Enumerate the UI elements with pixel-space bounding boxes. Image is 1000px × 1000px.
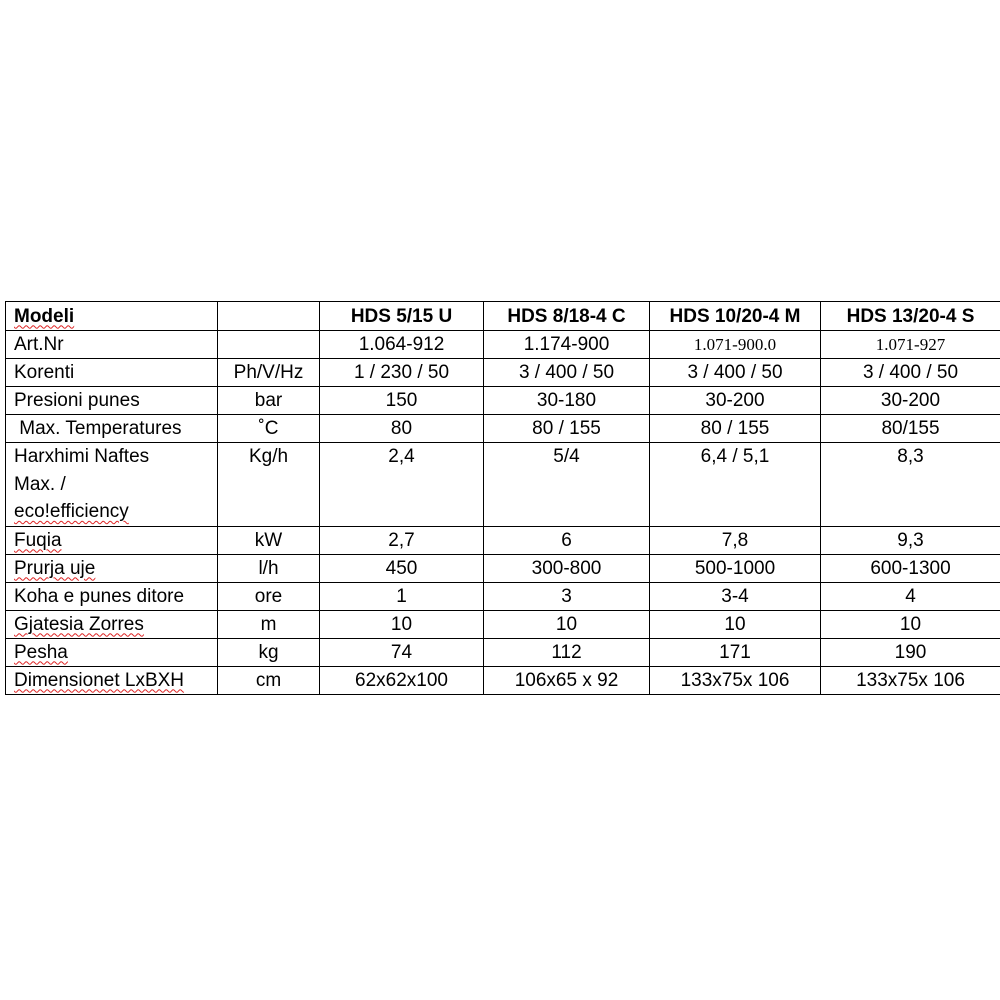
table-cell: 190 <box>821 638 1000 666</box>
row-unit: m <box>218 610 320 638</box>
table-row <box>6 666 1000 694</box>
table-cell: 1.071-900.0 <box>650 331 821 359</box>
table-cell: 450 <box>320 554 484 582</box>
table-cell: 1.071-927 <box>821 331 1000 359</box>
row-unit: Kg/h <box>218 443 320 527</box>
table-cell: 3 / 400 / 50 <box>650 359 821 387</box>
table-cell: 6,4 / 5,1 <box>650 443 821 527</box>
row-label-text: Dimensionet LxBXH <box>14 669 185 691</box>
spec-table <box>5 301 1000 695</box>
row-label: Presioni punes <box>6 387 218 415</box>
row-unit: bar <box>218 387 320 415</box>
table-cell: 3 <box>484 582 650 610</box>
row-label-text: Fuqia <box>14 529 62 551</box>
table-cell: 3-4 <box>650 582 821 610</box>
row-label-text: Prurja uje <box>14 557 96 579</box>
table-cell: 1.174-900 <box>484 331 650 359</box>
table-cell: 8,3 <box>821 443 1000 527</box>
row-unit: kW <box>218 526 320 554</box>
table-row <box>6 582 1000 610</box>
table-cell: 3 / 400 / 50 <box>821 359 1000 387</box>
table-row <box>6 554 1000 582</box>
model-header: HDS 13/20-4 S <box>821 302 1000 331</box>
row-unit <box>218 331 320 359</box>
table-cell: 2,4 <box>320 443 484 527</box>
row-label <box>6 666 218 694</box>
table-cell: 80 / 155 <box>484 415 650 443</box>
header-label-text: Modeli <box>14 305 75 327</box>
model-header: HDS 10/20-4 M <box>650 302 821 331</box>
row-label: Art.Nr <box>6 331 218 359</box>
table-cell: 133x75x 106 <box>650 666 821 694</box>
table-cell: 112 <box>484 638 650 666</box>
row-label-line: eco!efficiency <box>14 501 129 522</box>
row-unit: l/h <box>218 554 320 582</box>
row-label-text: Gjatesia Zorres <box>14 613 144 635</box>
table-cell: 150 <box>320 387 484 415</box>
table-row <box>6 387 1000 415</box>
table-cell: 30-200 <box>650 387 821 415</box>
row-label: Max. Temperatures <box>6 415 218 443</box>
table-cell: 300-800 <box>484 554 650 582</box>
table-cell: 80/155 <box>821 415 1000 443</box>
row-unit: ˚C <box>218 415 320 443</box>
table-cell: 62x62x100 <box>320 666 484 694</box>
table-cell: 10 <box>821 610 1000 638</box>
table-cell: 133x75x 106 <box>821 666 1000 694</box>
row-unit: ore <box>218 582 320 610</box>
row-label <box>6 610 218 638</box>
row-label <box>6 638 218 666</box>
table-cell: 2,7 <box>320 526 484 554</box>
table-cell: 10 <box>320 610 484 638</box>
table-cell: 600-1300 <box>821 554 1000 582</box>
table-cell: 171 <box>650 638 821 666</box>
table-cell: 6 <box>484 526 650 554</box>
row-unit: Ph/V/Hz <box>218 359 320 387</box>
table-cell: 30-180 <box>484 387 650 415</box>
row-unit: cm <box>218 666 320 694</box>
table-row <box>6 610 1000 638</box>
table-row <box>6 526 1000 554</box>
row-label-text: Pesha <box>14 641 68 663</box>
table-cell: 3 / 400 / 50 <box>484 359 650 387</box>
model-header: HDS 8/18-4 C <box>484 302 650 331</box>
table-cell: 1.064-912 <box>320 331 484 359</box>
table-cell: 10 <box>650 610 821 638</box>
table-row <box>6 331 1000 359</box>
table-cell: 80 / 155 <box>650 415 821 443</box>
model-header: HDS 5/15 U <box>320 302 484 331</box>
header-unit <box>218 302 320 331</box>
table-cell: 74 <box>320 638 484 666</box>
row-label-line: Harxhimi Naftes <box>14 446 150 467</box>
table-row <box>6 359 1000 387</box>
table-cell: 1 / 230 / 50 <box>320 359 484 387</box>
table-cell: 5/4 <box>484 443 650 527</box>
table-cell: 7,8 <box>650 526 821 554</box>
table-row <box>6 638 1000 666</box>
table-cell: 10 <box>484 610 650 638</box>
table-cell: 30-200 <box>821 387 1000 415</box>
table-row <box>6 443 1000 527</box>
table-row <box>6 415 1000 443</box>
table-cell: 4 <box>821 582 1000 610</box>
table-cell: 500-1000 <box>650 554 821 582</box>
row-label-line: Max. / <box>14 473 66 495</box>
table-cell: 9,3 <box>821 526 1000 554</box>
row-label <box>6 554 218 582</box>
header-label <box>6 302 218 331</box>
row-label <box>6 443 218 527</box>
row-label <box>6 526 218 554</box>
row-unit: kg <box>218 638 320 666</box>
row-label: Koha e punes ditore <box>6 582 218 610</box>
table-cell: 80 <box>320 415 484 443</box>
row-label: Korenti <box>6 359 218 387</box>
header-row <box>6 302 1000 331</box>
table-cell: 106x65 x 92 <box>484 666 650 694</box>
table-cell: 1 <box>320 582 484 610</box>
